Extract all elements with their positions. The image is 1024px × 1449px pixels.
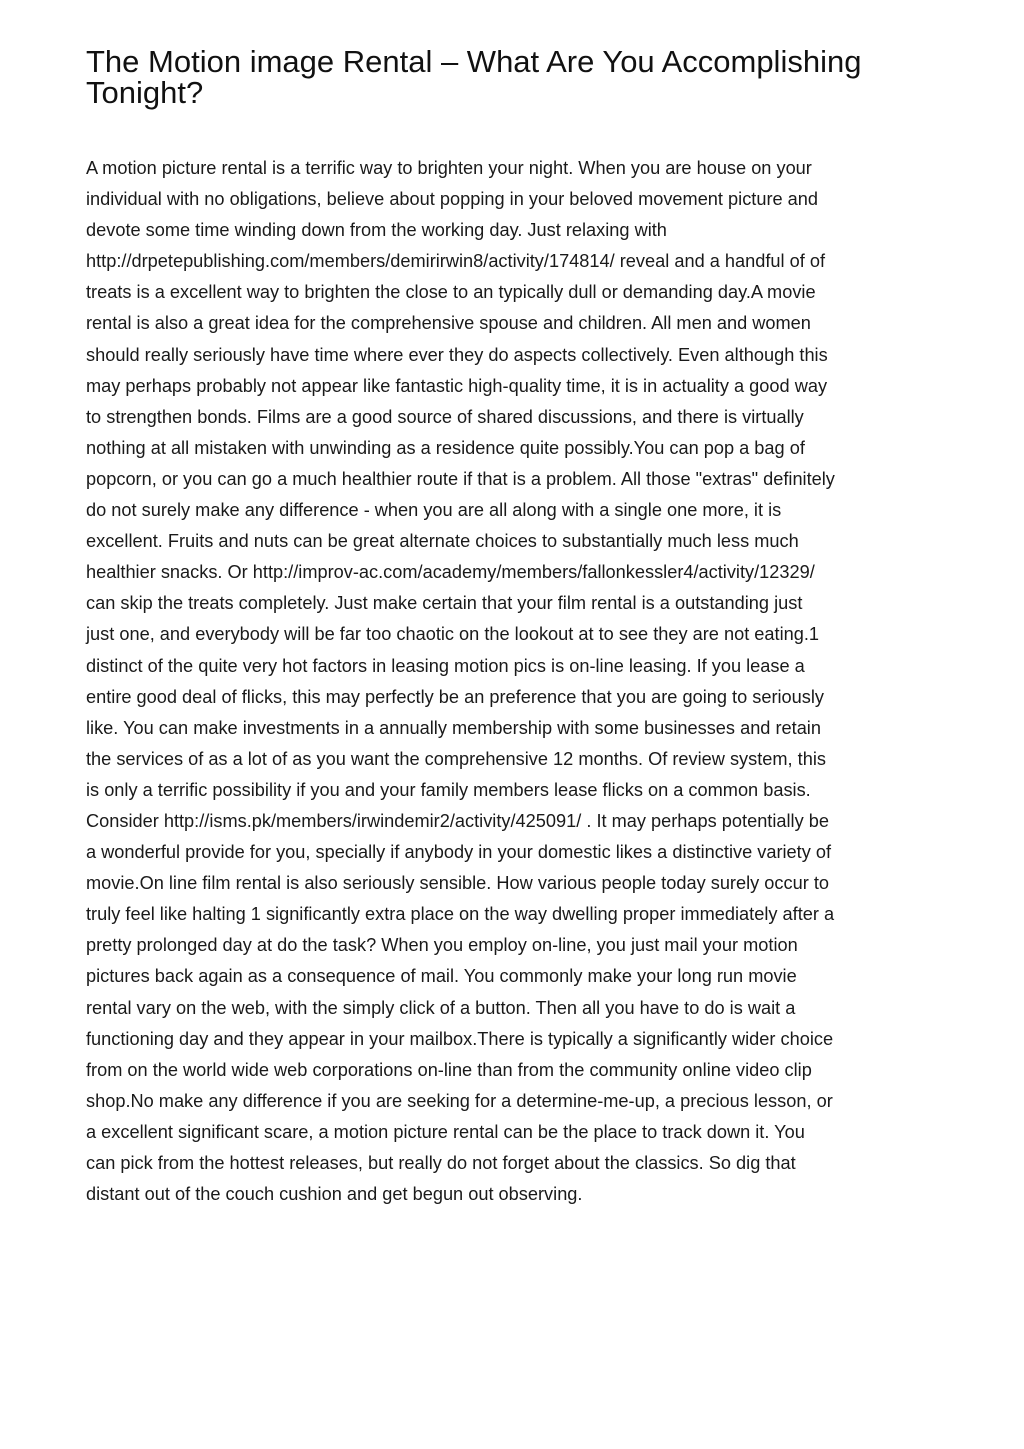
body-line: shop.No make any difference if you are seeking for a determine-me-up, a precious lesson, or [86, 1090, 833, 1111]
body-line: excellent. Fruits and nuts can be great alternate choices to substantially much less much [86, 531, 799, 552]
body-line: devote some time winding down from the working day. Just relaxing with [86, 220, 667, 241]
body-line: is only a terrific possibility if you and your family members lease flicks on a common basis. [86, 779, 811, 800]
body-line: distant out of the couch cushion and get begun out observing. [86, 1184, 583, 1205]
document-page [86, 46, 944, 1210]
body-line: rental vary on the web, with the simply click of a button. Then all you have to do is wait a [86, 997, 796, 1018]
body-line: pictures back again as a consequence of mail. You commonly make your long run movie [86, 966, 797, 987]
body-line: from on the world wide web corporations on-line than from the community online video clip [86, 1059, 812, 1080]
body-line: a wonderful provide for you, specially if anybody in your domestic likes a distinctive variety of [86, 842, 832, 863]
body-line: just one, and everybody will be far too chaotic on the lookout at to see they are not eating.1 [86, 624, 820, 645]
body-line: can skip the treats completely. Just make certain that your film rental is a outstanding just [86, 593, 803, 614]
body-line: treats is a excellent way to brighten the close to an typically dull or demanding day.A movie [86, 282, 816, 303]
body-line: movie.On line film rental is also seriously sensible. How various people today surely occur to [86, 873, 829, 894]
body-line: pretty prolonged day at do the task? When you employ on-line, you just mail your motion [86, 935, 798, 956]
body-line: Consider http://isms.pk/members/irwindemir2/activity/425091/ . It may perhaps potentially be [86, 810, 829, 831]
body-line: truly feel like halting 1 significantly extra place on the way dwelling proper immediately after a [86, 904, 835, 925]
body-line: nothing at all mistaken with unwinding as a residence quite possibly.You can pop a bag of [86, 437, 805, 458]
document-body [86, 153, 944, 1210]
body-line: a excellent significant scare, a motion picture rental can be the place to track down it. You [86, 1121, 805, 1142]
body-line: may perhaps probably not appear like fantastic high-quality time, it is in actuality a good way [86, 375, 828, 396]
body-line: the services of as a lot of as you want the comprehensive 12 months. Of review system, this [86, 748, 826, 769]
body-line: A motion picture rental is a terrific way to brighten your night. When you are house on your [86, 158, 812, 178]
body-line: can pick from the hottest releases, but really do not forget about the classics. So dig that [86, 1153, 796, 1173]
body-line: individual with no obligations, believe about popping in your beloved movement picture and [86, 189, 819, 210]
body-line: functioning day and they appear in your mailbox.There is typically a significantly wider choice [86, 1028, 834, 1049]
body-line: should really seriously have time where ever they do aspects collectively. Even although this [86, 344, 828, 365]
document-title [86, 46, 944, 108]
body-line: entire good deal of flicks, this may perfectly be an preference that you are going to seriously [86, 686, 825, 707]
title-line: Tonight? [86, 75, 204, 110]
body-line: http://drpetepublishing.com/members/demirirwin8/activity/174814/ reveal and a handful of of [86, 251, 826, 272]
title-line: The Motion image Rental – What Are You Accomplishing [86, 44, 862, 79]
body-line: like. You can make investments in a annually membership with some businesses and retain [86, 717, 821, 738]
body-line: distinct of the quite very hot factors in leasing motion pics is on-line leasing. If you lease a [86, 655, 805, 676]
body-line: popcorn, or you can go a much healthier route if that is a problem. All those "extras" definitely [86, 468, 835, 489]
body-line: rental is also a great idea for the comprehensive spouse and children. All men and women [86, 313, 811, 334]
body-line: to strengthen bonds. Films are a good source of shared discussions, and there is virtually [86, 406, 804, 427]
body-line: do not surely make any difference - when you are all along with a single one more, it is [86, 500, 782, 521]
body-line: healthier snacks. Or http://improv-ac.com/academy/members/fallonkessler4/activity/12329/ [86, 562, 815, 583]
